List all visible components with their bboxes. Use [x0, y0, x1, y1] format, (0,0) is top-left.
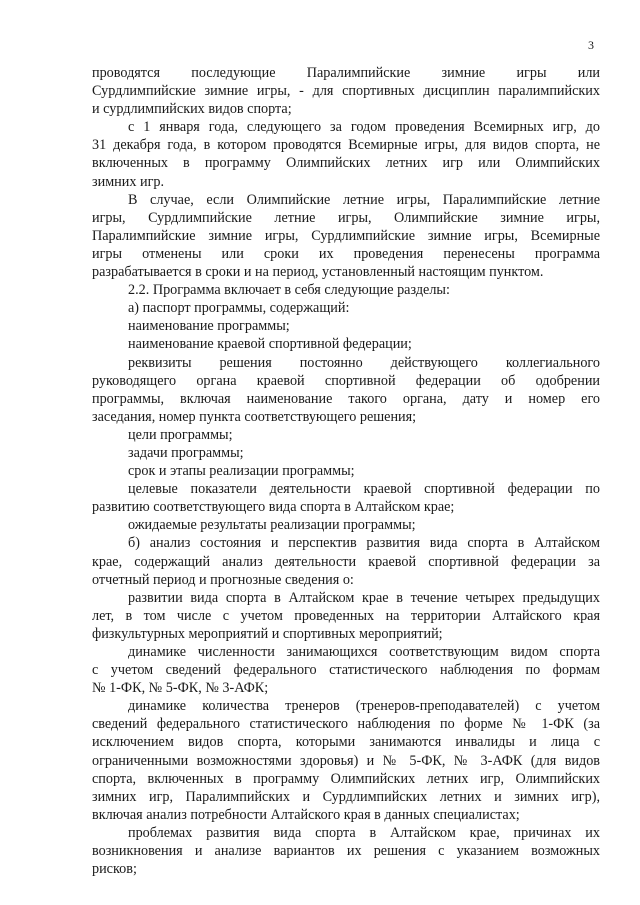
text-line: развитии вида спорта в Алтайском крае в течение четырех предыдущих [128, 589, 600, 606]
text-line: лет, в том числе с учетом проведенных на территории Алтайского края [92, 607, 600, 624]
text-line: проблемах развития вида спорта в Алтайском крае, причинах их [128, 824, 600, 841]
text-line: 2.2. Программа включает в себя следующие разделы: [128, 282, 450, 299]
text-line: крае, содержащий анализ деятельности краевой спортивной федерации за [92, 553, 600, 570]
text-line: с учетом сведений федерального статистического наблюдения по формам [92, 662, 600, 679]
body-text [92, 64, 600, 878]
text-line: динамике количества тренеров (тренеров-преподавателей) с учетом [128, 698, 600, 715]
text-line: спорта, включенных в программу Олимпийских летних игр, Олимпийских [92, 770, 600, 787]
text-line: включая анализ потребности Алтайского края в данных специалистах; [92, 806, 520, 823]
text-line: 31 декабря года, в котором проводятся Всемирные игры, для видов спорта, не [92, 137, 600, 154]
text-line: заседания, номер пункта соответствующего решения; [92, 408, 417, 425]
text-line: б) анализ состояния и перспектив развития вида спорта в Алтайском [128, 535, 600, 552]
text-line: В случае, если Олимпийские летние игры, Паралимпийские летние [128, 191, 600, 208]
text-line: сведений федерального статистического наблюдения по форме № 1-ФК (за [92, 716, 600, 733]
page-number: 3 [588, 38, 594, 52]
text-line: развитию соответствующего вида спорта в Алтайском крае; [92, 499, 455, 516]
text-line: отчетный период и прогнозные сведения о: [92, 571, 354, 588]
text-line: Паралимпийские зимние игры, Сурдлимпийские зимние игры, Всемирные [92, 227, 600, 244]
text-line: зимних игр, Паралимпийских и Сурдлимпийских летних и зимних игр), [92, 788, 600, 805]
text-line: руководящего органа краевой спортивной федерации об одобрении [92, 372, 600, 389]
text-line: цели программы; [128, 426, 233, 443]
text-line: игры отменены или сроки их проведения перенесены программа [92, 245, 600, 262]
text-line: игры, Сурдлимпийские летние игры, Олимпийские зимние игры, [92, 209, 600, 226]
text-line: разрабатывается в сроки и на период, установленный настоящим пунктом. [92, 264, 544, 281]
text-line: динамике численности занимающихся соответствующим видом спорта [128, 644, 600, 660]
text-line: № 1-ФК, № 5-ФК, № 3-АФК; [92, 680, 269, 697]
text-line: срок и этапы реализации программы; [128, 463, 355, 480]
text-line: ограниченными возможностями здоровья) и № 5-ФК, № 3-АФК (для видов [92, 752, 600, 769]
text-line: наименование программы; [128, 318, 290, 335]
text-line: возникновения и анализе вариантов их решения с указанием возможных [92, 843, 600, 860]
text-line: задачи программы; [128, 444, 244, 461]
text-line: зимних игр. [92, 173, 165, 190]
text-line: а) паспорт программы, содержащий: [128, 300, 350, 317]
text-line: реквизиты решения постоянно действующего коллегиального [128, 354, 600, 371]
text-line: Сурдлимпийские зимние игры, - для спортивных дисциплин паралимпийских [92, 83, 600, 100]
text-line: проводятся последующие Паралимпийские зимние игры или [92, 65, 600, 81]
text-line: и сурдлимпийских видов спорта; [92, 101, 292, 118]
text-line: рисков; [92, 861, 137, 878]
text-line: программы, включая наименование такого органа, дату и номер его [92, 390, 600, 407]
text-line: целевые показатели деятельности краевой спортивной федерации по [128, 481, 600, 498]
text-line: физкультурных мероприятий и спортивных мероприятий; [92, 625, 443, 642]
text-line: включенных в программу Олимпийских летних игр или Олимпийских [92, 155, 600, 172]
text-line: ожидаемые результаты реализации программы; [128, 517, 416, 534]
text-line: с 1 января года, следующего за годом проведения Всемирных игр, до [128, 119, 600, 136]
text-line: исключением видов спорта, которыми занимаются инвалиды и лица с [92, 734, 600, 751]
text-line: наименование краевой спортивной федерации; [128, 336, 412, 353]
